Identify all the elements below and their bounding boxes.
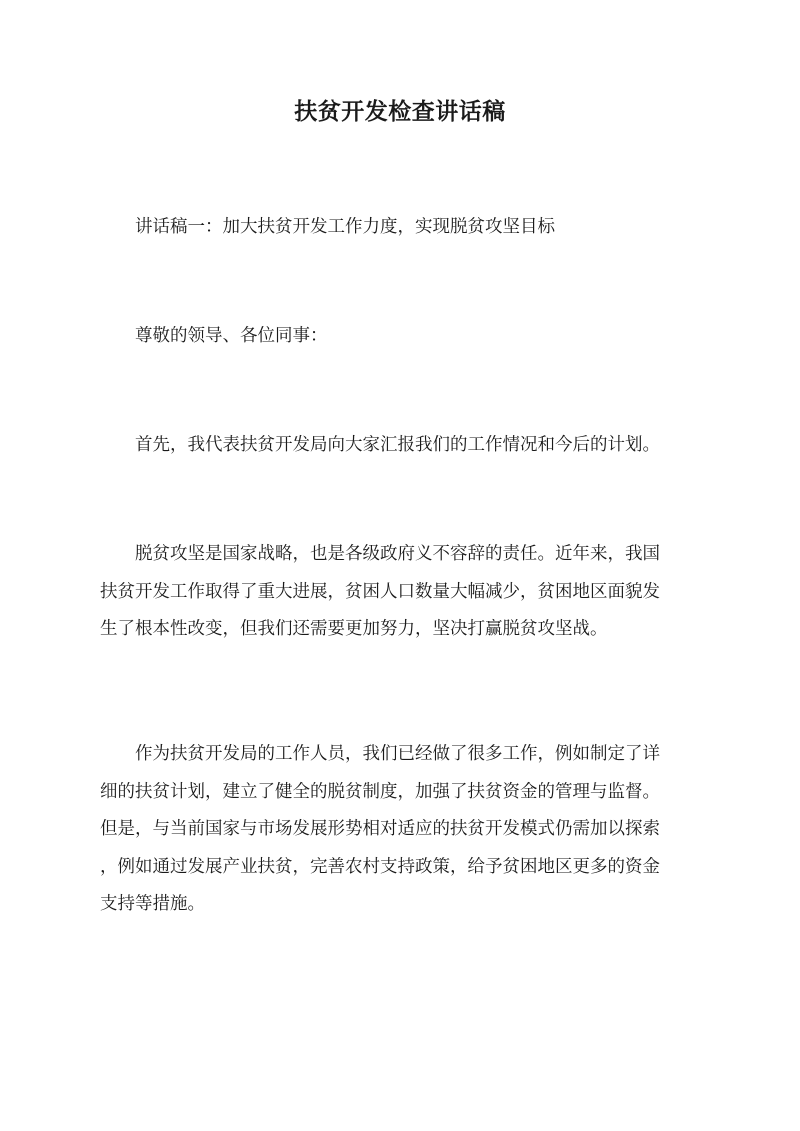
speech-heading: 讲话稿一：加大扶贫开发工作力度，实现脱贫攻坚目标 <box>135 217 555 237</box>
paragraph-line: 细的扶贫计划，建立了健全的脱贫制度，加强了扶贫资金的管理与监督。 <box>100 781 660 802</box>
paragraph-line: ，例如通过发展产业扶贫，完善农村支持政策，给予贫困地区更多的资金 <box>100 856 660 877</box>
paragraph-line: 支持等措施。 <box>100 894 205 914</box>
paragraph-line: 扶贫开发工作取得了重大进展，贫困人口数量大幅减少，贫困地区面貌发 <box>100 581 660 602</box>
paragraph-strategy <box>100 536 700 649</box>
paragraph-line: 但是，与当前国家与市场发展形势相对适应的扶贫开发模式仍需加以探索 <box>100 819 660 839</box>
paragraph-line: 作为扶贫开发局的工作人员，我们已经做了很多工作，例如制定了详 <box>135 744 660 764</box>
document-title: 扶贫开发检查讲话稿 <box>294 98 506 125</box>
paragraph-line: 生了根本性改变，但我们还需要更加努力，坚决打赢脱贫攻坚战。 <box>100 619 608 639</box>
paragraph-line: 首先，我代表扶贫开发局向大家汇报我们的工作情况和今后的计划。 <box>135 435 660 455</box>
paragraph-intro <box>100 427 700 465</box>
paragraph-work <box>100 736 700 924</box>
salutation: 尊敬的领导、各位同事： <box>135 326 328 346</box>
paragraph-line: 脱贫攻坚是国家战略，也是各级政府义不容辞的责任。近年来，我国 <box>135 544 660 564</box>
